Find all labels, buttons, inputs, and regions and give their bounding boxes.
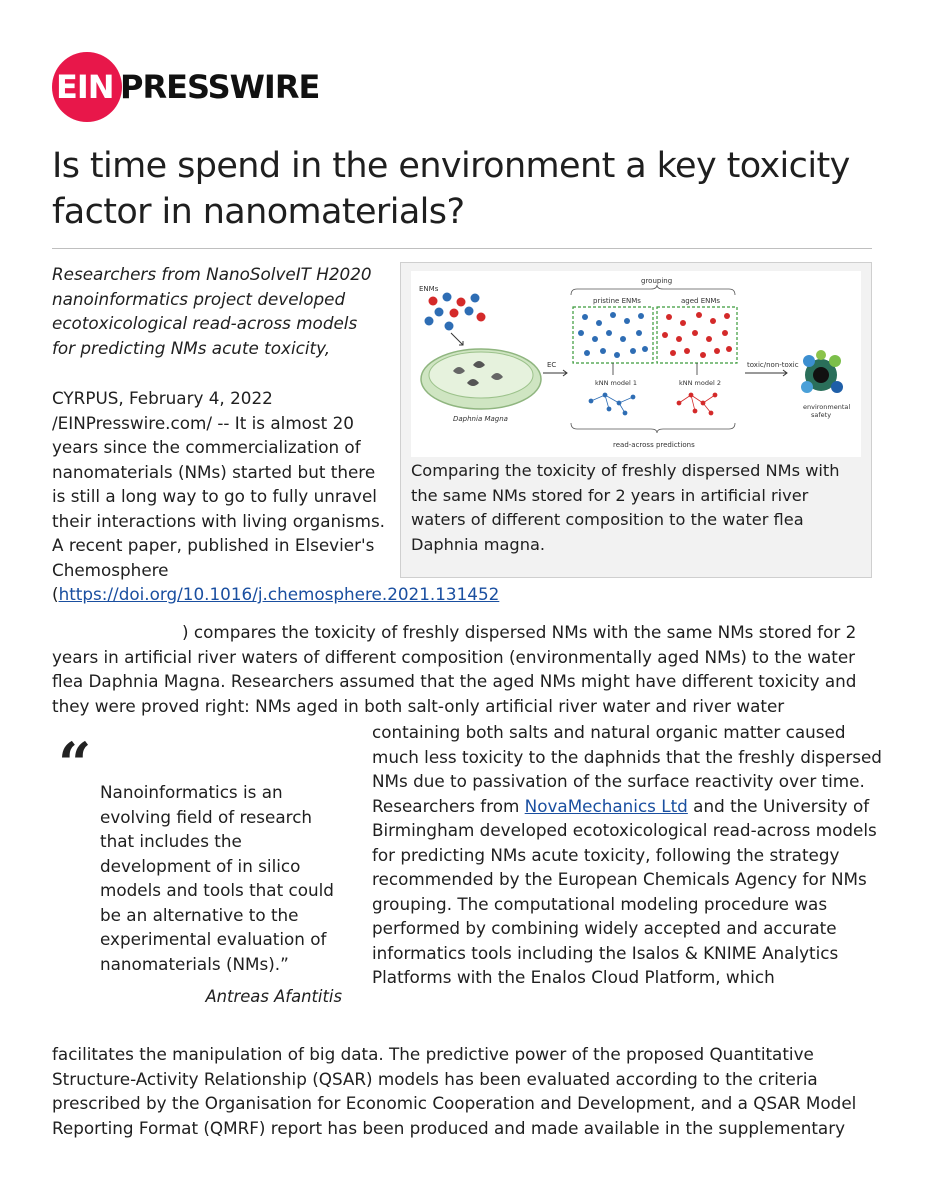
arrow-down-icon bbox=[451, 333, 463, 345]
label-toxic: toxic/non-toxic bbox=[747, 361, 799, 369]
knn-network-red bbox=[677, 393, 717, 415]
enm-particle bbox=[445, 322, 454, 331]
body-paragraph-3-post: and the University of Birmingham developed ecotoxicological read-across models for predicting NMs acute toxicity, following the strategy recommended by the European Chemicals Agency for NMs grouping. The computational modeling procedure was performed by combining widely accepted and accurate informatics tools including the Isalos & KNIME Analytics Platforms with the Enalos Cloud Platform, which bbox=[372, 795, 877, 987]
label-env1: environmental bbox=[803, 403, 851, 411]
label-enms: ENMs bbox=[419, 285, 439, 293]
body-paragraph-1-text: ) compares the toxicity of freshly dispersed NMs with the same NMs stored for 2 years in artificial river waters of different composition (environmentally aged NMs) to the water flea Daphnia Magna. Researchers assumed that the aged NMs might have different toxicity and they were proved right: NMs aged in both salt-only artificial river water and river water bbox=[52, 622, 857, 716]
environmental-safety-icon bbox=[801, 350, 843, 393]
body-paragraph-3-pre: Researchers from bbox=[372, 795, 525, 816]
label-pristine: pristine ENMs bbox=[593, 297, 641, 305]
body-paragraph-right bbox=[372, 720, 882, 990]
figure-image[interactable] bbox=[411, 271, 861, 457]
dateline-text: CYRPUS, February 4, 2022 /EINPresswire.com/ -- It is almost 20 years since the commercialization of nanomaterials (NMs) started but there is still a long way to go to fully unravel their interactions with living organisms. A recent paper, published in Elsevier's Chemosphere ( bbox=[52, 388, 386, 604]
body-paragraph-2: containing both salts and natural organic matter caused much less toxicity to the daphnids that the freshly dispersed NMs due to passivation of the surface reactivity over time. bbox=[372, 722, 882, 791]
article-subtitle: Researchers from NanoSolveIT H2020 nanoinformatics project developed ecotoxicological read-across models for predicting NMs acute toxicity, bbox=[52, 264, 372, 358]
logo-ein-text: EIN bbox=[56, 68, 114, 106]
article-headline: Is time spend in the environment a key toxicity factor in nanomaterials? bbox=[52, 146, 850, 232]
quote-mark-icon: “ bbox=[58, 730, 92, 798]
einpresswire-logo[interactable] bbox=[52, 52, 362, 124]
petri-dish-inner bbox=[429, 352, 533, 398]
label-env2: safety bbox=[811, 411, 832, 419]
workflow-diagram bbox=[411, 271, 861, 457]
body-paragraph-1 bbox=[52, 620, 882, 718]
enm-particle bbox=[465, 307, 474, 316]
enm-particle bbox=[457, 298, 466, 307]
label-aged: aged ENMs bbox=[681, 297, 721, 305]
label-daphnia: Daphnia Magna bbox=[453, 415, 508, 423]
novamechanics-link[interactable]: NovaMechanics Ltd bbox=[524, 795, 688, 816]
grouping-brace bbox=[571, 285, 735, 295]
enm-particle bbox=[443, 293, 452, 302]
body-paragraph-4: facilitates the manipulation of big data. The predictive power of the proposed Quantitative Structure-Activity Relationship (QSAR) models has been evaluated according to the criteria prescribed by the Organisation for Economic Cooperation and Development, and a QSAR Model Reporting Format (QMRF) report has been produced and made available in the supplementary bbox=[52, 1044, 857, 1138]
enm-particle bbox=[429, 297, 438, 306]
figure-caption: Comparing the toxicity of freshly dispersed NMs with the same NMs stored for 2 years in artificial river waters of different composition to the water flea Daphnia magna. bbox=[411, 461, 840, 554]
figure-box bbox=[400, 262, 872, 578]
label-grouping: grouping bbox=[641, 277, 673, 285]
pull-quote-author: Antreas Afantitis bbox=[205, 987, 342, 1006]
label-ec: EC bbox=[547, 361, 557, 369]
headline-divider bbox=[52, 248, 872, 249]
doi-link[interactable]: https://doi.org/10.1016/j.chemosphere.2021.131452 bbox=[58, 584, 500, 604]
enm-particle bbox=[477, 313, 486, 322]
enm-particle bbox=[471, 294, 480, 303]
body-paragraph-3 bbox=[372, 794, 882, 990]
label-knn2: kNN model 2 bbox=[679, 379, 721, 387]
pull-quote-text: Nanoinformatics is an evolving field of research that includes the development of in silico models and tools that could be an alternative to the experimental evaluation of nanomaterials (NMs).” bbox=[100, 782, 334, 974]
enm-particle bbox=[450, 309, 459, 318]
enm-particle bbox=[425, 317, 434, 326]
knn-network-blue bbox=[589, 393, 635, 415]
label-knn1: kNN model 1 bbox=[595, 379, 637, 387]
label-readacross: read-across predictions bbox=[613, 441, 695, 449]
logo-presswire-text: PRESSWIRE bbox=[120, 68, 320, 106]
readacross-brace bbox=[571, 423, 735, 433]
enm-particle bbox=[435, 308, 444, 317]
